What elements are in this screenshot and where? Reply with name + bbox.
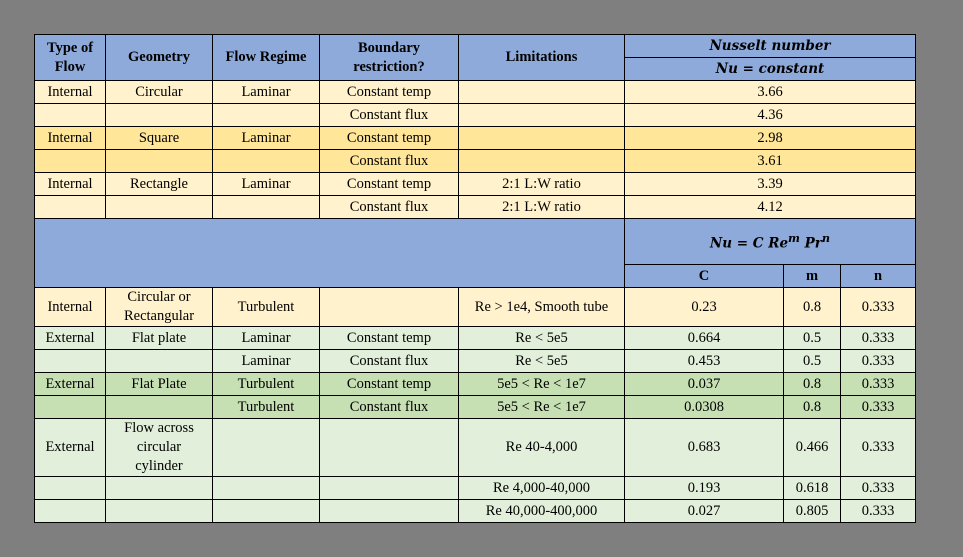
cell-type: Internal (35, 288, 106, 327)
cell-geometry: Square (106, 127, 213, 150)
formula-pr: Pr (799, 235, 822, 252)
cell-m: 0.618 (784, 477, 841, 500)
cell-boundary: Constant temp (320, 127, 459, 150)
cell-type (35, 150, 106, 173)
cell-limitations: Re 40-4,000 (459, 419, 625, 477)
cell-geometry (106, 150, 213, 173)
cell-regime: Turbulent (213, 288, 320, 327)
table-row (35, 350, 916, 373)
cell-geometry: Flow across circular cylinder (106, 419, 213, 477)
cell-type: Internal (35, 173, 106, 196)
cell-c: 0.453 (625, 350, 784, 373)
cell-boundary: Constant flux (320, 104, 459, 127)
cell-limitations (459, 150, 625, 173)
correlation-header-blank (35, 219, 625, 288)
cell-limitations: Re 4,000-40,000 (459, 477, 625, 500)
cell-boundary: Constant flux (320, 196, 459, 219)
cell-limitations: Re < 5e5 (459, 327, 625, 350)
cell-m: 0.5 (784, 327, 841, 350)
cell-limitations: Re 40,000-400,000 (459, 500, 625, 523)
cell-m: 0.466 (784, 419, 841, 477)
cell-geometry: Flat plate (106, 327, 213, 350)
header-type-of-flow: Type of Flow (35, 35, 106, 81)
formula-exp-m: m (788, 231, 800, 246)
cell-geometry: Circular (106, 81, 213, 104)
cell-geometry: Rectangle (106, 173, 213, 196)
cell-n: 0.333 (841, 350, 916, 373)
cell-regime (213, 196, 320, 219)
cell-boundary: Constant temp (320, 173, 459, 196)
cell-regime: Turbulent (213, 373, 320, 396)
cell-boundary (320, 500, 459, 523)
cell-n: 0.333 (841, 419, 916, 477)
cell-n: 0.333 (841, 373, 916, 396)
cell-geometry (106, 500, 213, 523)
cell-regime: Laminar (213, 327, 320, 350)
cell-boundary: Constant temp (320, 327, 459, 350)
cell-regime: Laminar (213, 173, 320, 196)
cell-geometry (106, 396, 213, 419)
table-row (35, 477, 916, 500)
cell-type: External (35, 327, 106, 350)
cell-geometry: Flat Plate (106, 373, 213, 396)
cell-geometry: Circular or Rectangular (106, 288, 213, 327)
cell-boundary: Constant flux (320, 150, 459, 173)
cell-type: External (35, 419, 106, 477)
cell-regime (213, 477, 320, 500)
table-row (35, 104, 916, 127)
cell-type (35, 196, 106, 219)
cell-c: 0.664 (625, 327, 784, 350)
cell-geometry (106, 350, 213, 373)
cell-boundary: Constant temp (320, 373, 459, 396)
cell-type (35, 350, 106, 373)
table-row (35, 373, 916, 396)
cell-boundary (320, 477, 459, 500)
cell-m: 0.8 (784, 396, 841, 419)
cell-c: 0.193 (625, 477, 784, 500)
cell-limitations: 2:1 L:W ratio (459, 196, 625, 219)
cell-type: External (35, 373, 106, 396)
cell-regime: Laminar (213, 81, 320, 104)
nusselt-table (34, 34, 916, 523)
table-row (35, 150, 916, 173)
header-m: m (784, 265, 841, 288)
formula-exp-n: n (821, 231, 831, 246)
cell-nu: 4.12 (625, 196, 916, 219)
cell-nu: 3.66 (625, 81, 916, 104)
cell-regime: Laminar (213, 127, 320, 150)
table-row (35, 396, 916, 419)
cell-type (35, 396, 106, 419)
table-row (35, 288, 916, 327)
table-row (35, 196, 916, 219)
table-row (35, 327, 916, 350)
cell-limitations: 2:1 L:W ratio (459, 173, 625, 196)
cell-type (35, 500, 106, 523)
cell-type (35, 104, 106, 127)
table-row (35, 419, 916, 477)
table-row (35, 500, 916, 523)
cell-regime (213, 150, 320, 173)
cell-m: 0.8 (784, 373, 841, 396)
cell-type: Internal (35, 127, 106, 150)
cell-n: 0.333 (841, 327, 916, 350)
cell-geometry (106, 196, 213, 219)
cell-boundary (320, 288, 459, 327)
cell-limitations: 5e5 < Re < 1e7 (459, 396, 625, 419)
header-boundary: Boundary restriction? (320, 35, 459, 81)
cell-regime (213, 104, 320, 127)
cell-m: 0.8 (784, 288, 841, 327)
cell-geometry (106, 477, 213, 500)
cell-c: 0.037 (625, 373, 784, 396)
header-nusselt-title: Nusselt number (625, 35, 916, 58)
cell-c: 0.0308 (625, 396, 784, 419)
cell-limitations: Re > 1e4, Smooth tube (459, 288, 625, 327)
cell-regime: Laminar (213, 350, 320, 373)
cell-boundary (320, 419, 459, 477)
cell-regime: Turbulent (213, 396, 320, 419)
header-limitations: Limitations (459, 35, 625, 81)
cell-boundary: Constant temp (320, 81, 459, 104)
header-nu-formula (625, 219, 916, 265)
cell-type (35, 477, 106, 500)
cell-m: 0.805 (784, 500, 841, 523)
cell-n: 0.333 (841, 288, 916, 327)
cell-m: 0.5 (784, 350, 841, 373)
header-c: C (625, 265, 784, 288)
cell-limitations (459, 127, 625, 150)
header-n: n (841, 265, 916, 288)
cell-c: 0.683 (625, 419, 784, 477)
cell-nu: 4.36 (625, 104, 916, 127)
cell-nu: 3.61 (625, 150, 916, 173)
cell-type: Internal (35, 81, 106, 104)
table-row (35, 173, 916, 196)
table-row (35, 81, 916, 104)
cell-limitations (459, 81, 625, 104)
cell-boundary: Constant flux (320, 350, 459, 373)
cell-n: 0.333 (841, 500, 916, 523)
cell-n: 0.333 (841, 396, 916, 419)
cell-regime (213, 500, 320, 523)
cell-limitations: 5e5 < Re < 1e7 (459, 373, 625, 396)
cell-nu: 2.98 (625, 127, 916, 150)
cell-geometry (106, 104, 213, 127)
cell-regime (213, 419, 320, 477)
cell-n: 0.333 (841, 477, 916, 500)
formula-main: Nu = C Re (709, 235, 789, 252)
cell-c: 0.027 (625, 500, 784, 523)
header-nu-constant: Nu = constant (625, 58, 916, 81)
header-flow-regime: Flow Regime (213, 35, 320, 81)
table-row (35, 127, 916, 150)
cell-c: 0.23 (625, 288, 784, 327)
cell-limitations: Re < 5e5 (459, 350, 625, 373)
cell-boundary: Constant flux (320, 396, 459, 419)
cell-nu: 3.39 (625, 173, 916, 196)
header-geometry: Geometry (106, 35, 213, 81)
cell-limitations (459, 104, 625, 127)
